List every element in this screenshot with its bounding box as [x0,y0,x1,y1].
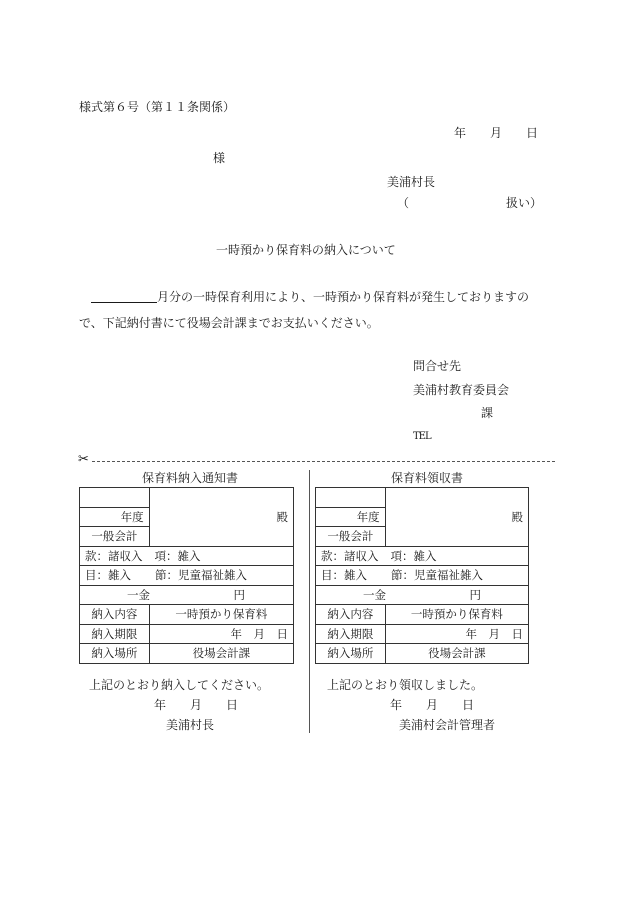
seal-open-paren: （ [397,196,410,210]
notice-addressee-cell [149,488,293,547]
receipt-blank-cell [316,488,386,508]
receipt-note: 上記のとおり領収しました。 [327,678,484,692]
notice-amount-unit: 円 [233,587,245,602]
receipt-kan-kou [316,546,529,566]
receipt-kou: 項：雑入 [390,548,437,563]
contact-section: 課 [481,406,494,420]
notice-account: 一般会計 [80,527,150,547]
receipt-addressee-cell [385,488,528,547]
notice-row-label: 納入内容 [80,605,150,625]
receipt-date: 年 月 日 [390,698,475,712]
contact-org: 美浦村教育委員会 [413,383,510,397]
notice-row-label: 納入期限 [80,624,150,644]
form-number: 様式第６号（第１１条関係） [79,100,236,114]
receipt-moku: 目：雑入 [321,568,367,583]
notice-note: 上記のとおり納入してください。 [89,678,270,692]
receipt-row-value: 年 月 日 [385,624,528,644]
receipt-row-label: 納入期限 [316,624,386,644]
receipt-setsu: 節：児童福祉雑入 [391,568,483,583]
notice-fiscal-year: 年度 [80,507,150,527]
month-blank [91,288,157,303]
notice-title: 保育料納入通知書 [142,471,239,485]
receipt-amount-unit: 円 [469,587,481,602]
slip-divider [309,470,310,733]
notice-date: 年 月 日 [154,698,239,712]
notice-blank-cell [80,488,150,508]
receipt-amount-prefix: 一金 [363,587,386,602]
receipt-kan: 款：諸収入 [321,548,379,563]
receipt-signer: 美浦村会計管理者 [399,718,496,732]
receipt-row-label: 納入場所 [316,644,386,664]
body-text: 月分の一時保育利用により、一時預かり保育料が発生しておりますので、下記納付書にて役場会計課までお支払いください。 [79,290,530,330]
seal-label: 扱い） [506,196,543,210]
notice-amount [80,585,294,605]
receipt-fiscal-year: 年度 [316,507,386,527]
receipt-amount [316,585,529,605]
notice-row-value: 役場会計課 [149,644,293,664]
receipt-account: 一般会計 [316,527,386,547]
contact-tel: TEL [413,431,431,442]
body-paragraph [79,284,551,336]
receipt-slip-table [315,487,529,664]
receipt-honorific: 殿 [511,509,523,524]
notice-moku-setsu [80,566,294,586]
receipt-row-value: 一時預かり保育料 [385,605,528,625]
issue-date: 年 月 日 [454,126,539,140]
document-title: 一時預かり保育料の納入について [216,243,396,257]
receipt-moku-setsu [316,566,529,586]
receipt-title: 保育料領収書 [391,471,464,485]
addressee-suffix: 様 [213,151,226,165]
notice-honorific: 殿 [276,509,288,524]
notice-amount-prefix: 一金 [127,587,150,602]
scissors-icon: ✂ [78,452,89,467]
notice-setsu: 節：児童福祉雑入 [155,568,247,583]
notice-row-value: 一時預かり保育料 [149,605,293,625]
notice-moku: 目：雑入 [85,568,131,583]
issuer-name: 美浦村長 [387,175,436,189]
notice-kou: 項：雑入 [154,548,201,563]
notice-kan: 款：諸収入 [85,548,143,563]
contact-label: 問合せ先 [413,359,462,373]
notice-row-value: 年 月 日 [149,624,293,644]
receipt-row-value: 役場会計課 [385,644,528,664]
cut-line [92,461,555,462]
notice-slip-table [79,487,294,664]
notice-signer: 美浦村長 [166,718,215,732]
notice-row-label: 納入場所 [80,644,150,664]
notice-kan-kou [80,546,294,566]
receipt-row-label: 納入内容 [316,605,386,625]
